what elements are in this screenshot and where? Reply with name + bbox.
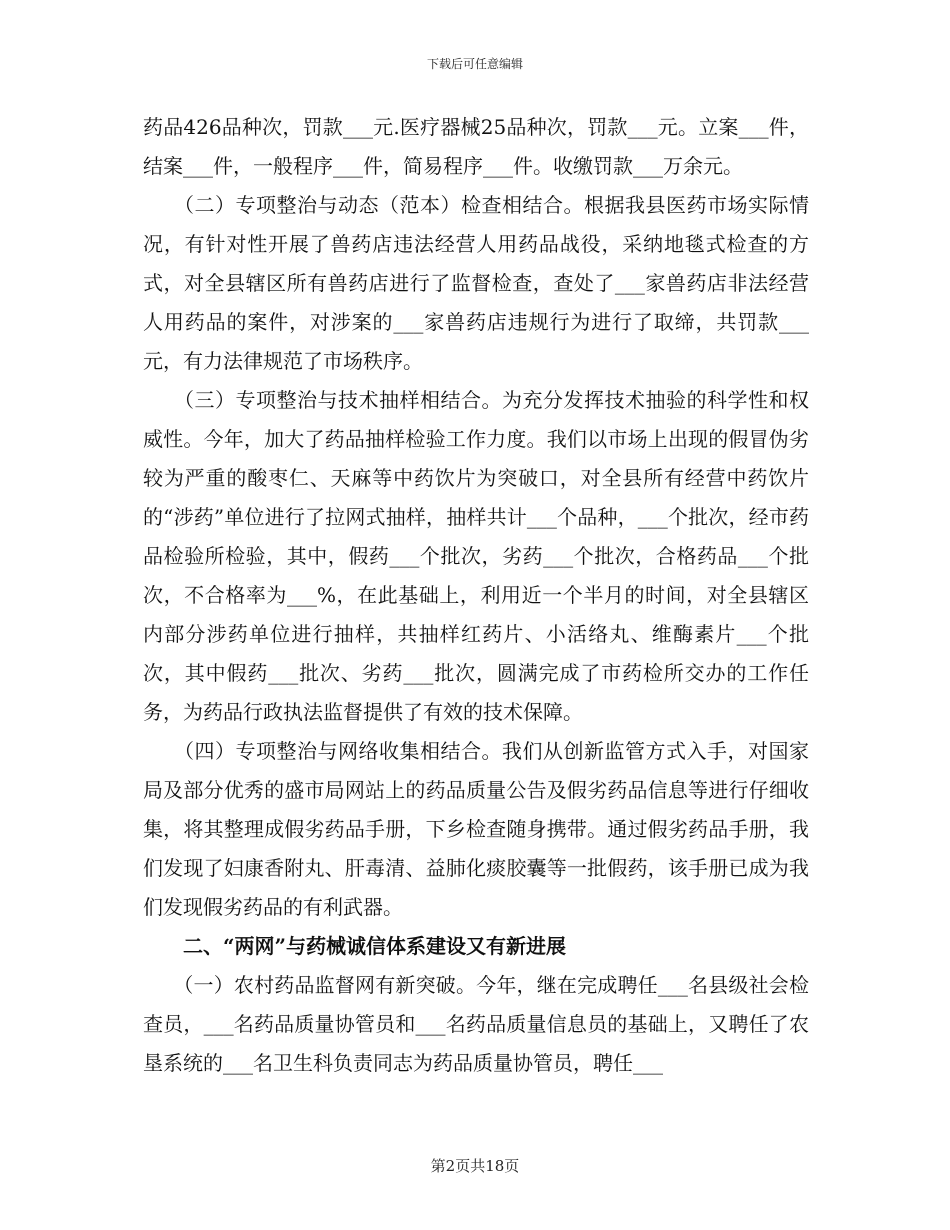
paragraph-fines-summary: 药品426品种次，罚款___元.医疗器械25品种次，罚款___元。立案___件，结案___件，一般程序___件，简易程序___件。收缴罚款___万余元。 — [143, 115, 809, 178]
paragraph-section-2: （二）专项整治与动态（范本）检查相结合。根据我县医药市场实际情况，有针对性开展了兽药店违法经营人用药品战役，采纳地毯式检查的方式，对全县辖区所有兽药店进行了监督检查，查处了___家兽药店非法经营人用药品的案件，对涉案的___家兽药店违规行为进行了取缔，共罚款___元，有力法律规范了市场秩序。 — [143, 193, 809, 373]
paragraph-rural-network: （一）农村药品监督网有新突破。今年，继在完成聘任___名县级社会检查员，___名药品质量协管员和___名药品质量信息员的基础上，又聘任了农垦系统的___名卫生科负责同志为药品质量协管员，聘任___ — [143, 973, 809, 1075]
page-footer: 第2页共18页 — [430, 1157, 520, 1175]
paragraph-section-3: （三）专项整治与技术抽样相结合。为充分发挥技术抽验的科学性和权威性。今年，加大了药品抽样检验工作力度。我们以市场上出现的假冒伪劣较为严重的酸枣仁、天麻等中药饮片为突破口，对全县所有经营中药饮片的“涉药”单位进行了拉网式抽样，抽样共计___个品种，___个批次，经市药品检验所检验，其中，假药___个批次，劣药___个批次，合格药品___个批次，不合格率为___%，在此基础上，利用近一个半月的时间，对全县辖区内部分涉药单位进行抽样，共抽样红药片、小活络丸、维酶素片___个批次，其中假药___批次、劣药___批次，圆满完成了市药检所交办的工作任务，为药品行政执法监督提供了有效的技术保障。 — [143, 388, 809, 724]
paragraph-section-4: （四）专项整治与网络收集相结合。我们从创新监管方式入手，对国家局及部分优秀的盛市局网站上的药品质量公告及假劣药品信息等进行仔细收集，将其整理成假劣药品手册，下乡检查随身携带。通过假劣药品手册，我们发现了妇康香附丸、肝毒清、益肺化痰胶囊等一批假药，该手册已成为我们发现假劣药品的有利武器。 — [143, 739, 809, 919]
page-header: 下载后可任意编辑 — [426, 57, 523, 71]
section-heading: 二、“两网”与药械诚信体系建设又有新进展 — [183, 934, 567, 958]
document-body — [143, 108, 809, 1083]
